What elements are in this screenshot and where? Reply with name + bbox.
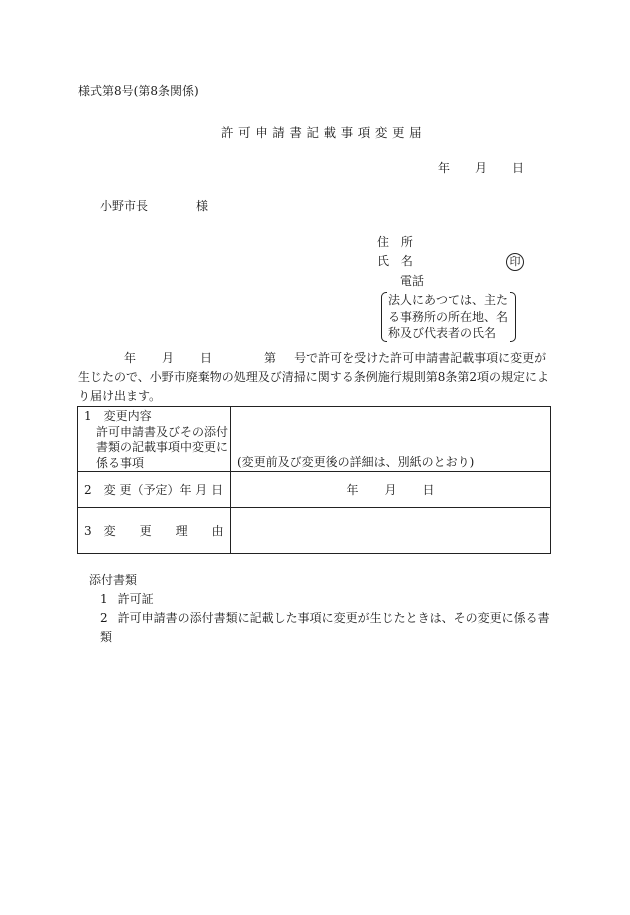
change-reason-label: 3 変 更 理 由 — [84, 523, 224, 538]
name-label: 氏 名 — [377, 254, 417, 268]
notification-statement — [78, 349, 556, 406]
change-date-value-cell — [231, 472, 551, 508]
attachment-item — [100, 609, 552, 647]
change-reason-value-cell — [231, 508, 551, 554]
change-content-description: 許可申請書及びその添付書類の記載事項中変更に係る事項 — [96, 424, 229, 470]
address-label: 住 所 — [377, 235, 417, 249]
change-content-value-cell — [231, 407, 551, 472]
body-day: 日 — [200, 351, 213, 365]
date-year-label: 年 — [438, 161, 451, 175]
corporate-note-box — [381, 292, 516, 342]
addressee-honorific: 様 — [196, 199, 209, 213]
body-month: 月 — [162, 351, 175, 365]
change-date-label-cell — [78, 472, 231, 508]
seal-mark: 印 — [506, 253, 524, 271]
change-reason-label-cell — [78, 508, 231, 554]
addressee-name: 小野市長 — [100, 199, 149, 213]
document-title: 許可申請書記載事項変更届 — [221, 125, 427, 140]
change-date-label: 2 変 更（予定）年 月 日 — [84, 482, 224, 497]
change-date-month: 月 — [384, 483, 397, 497]
body-dai: 第 — [264, 351, 277, 365]
change-details-table — [77, 406, 551, 554]
body-text: 号で許可を受けた許可申請書記載事項に変更が生じたので、小野市廃棄物の処理及び清掃に関する条例施行規則第8条第2項の規定により届け出ます。 — [78, 351, 550, 403]
table-row-change-reason — [78, 508, 551, 554]
attachment-text: 許可申請書の添付書類に記載した事項に変更が生じたときは、その変更に係る書類 — [100, 611, 550, 644]
left-bracket — [381, 292, 387, 342]
date-month-label: 月 — [475, 161, 488, 175]
phone-label: 電話 — [400, 274, 425, 288]
form-number: 様式第8号(第8条関係) — [78, 84, 199, 98]
change-content-heading: 1 変更内容 — [84, 409, 152, 423]
corporate-note: 法人にあつては、主たる事務所の所在地、名称及び代表者の氏名 — [388, 293, 509, 340]
attachment-number: 2 — [100, 611, 108, 625]
table-row-change-date — [78, 472, 551, 508]
table-row-change-content — [78, 407, 551, 472]
date-day-label: 日 — [512, 161, 525, 175]
attachments-heading: 添付書類 — [89, 573, 138, 587]
change-date-year: 年 — [346, 483, 359, 497]
change-content-note: (変更前及び変更後の詳細は、別紙のとおり) — [237, 455, 475, 469]
change-content-label-cell — [78, 407, 231, 472]
attachment-number: 1 — [100, 592, 108, 606]
attachment-text: 許可証 — [117, 592, 154, 606]
body-year: 年 — [124, 351, 137, 365]
attachment-item — [100, 590, 154, 609]
change-date-day: 日 — [422, 483, 435, 497]
